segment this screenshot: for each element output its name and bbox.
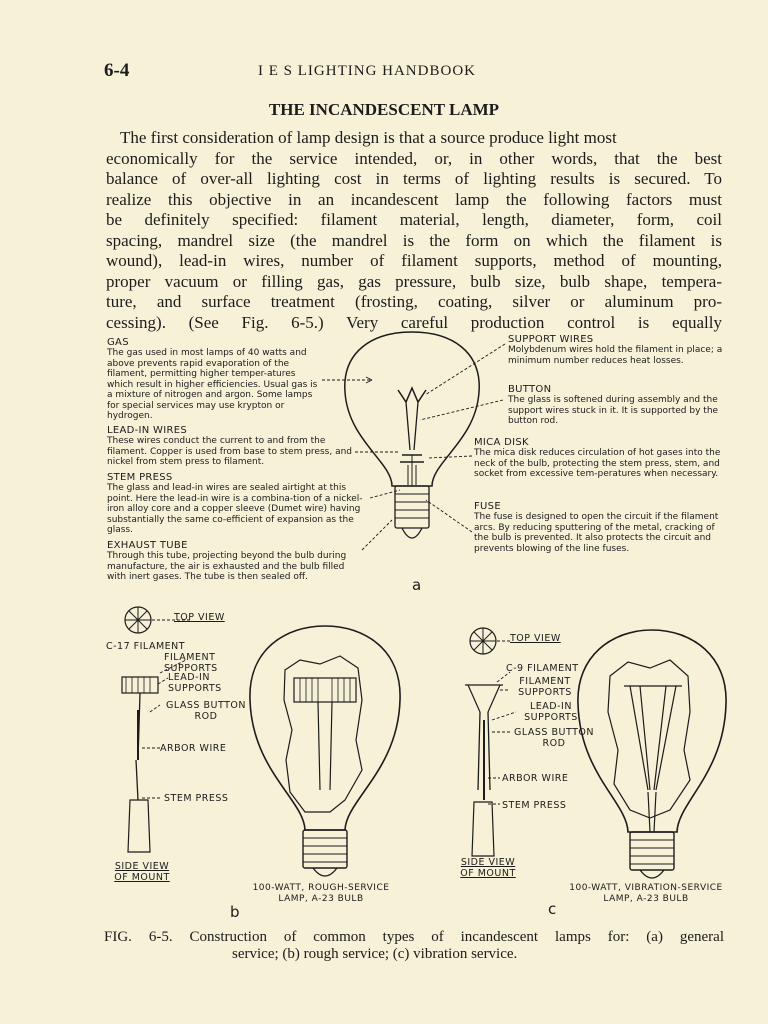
label-head: GAS xyxy=(107,337,129,348)
c-filament: C-9 FILAMENT xyxy=(506,663,579,674)
body-line: economically for the service intended, or, in other words, that the best xyxy=(106,148,722,168)
section-title: THE INCANDESCENT LAMP xyxy=(268,100,500,119)
lamp-c-drawing xyxy=(465,628,726,878)
b-top-view: TOP VIEW xyxy=(174,612,225,623)
b-filament: C-17 FILAMENT xyxy=(106,641,186,652)
label-head: LEAD-IN WIRES xyxy=(107,425,187,436)
c-lead-in-supports: LEAD-IN SUPPORTS xyxy=(524,701,578,723)
label-lead-in-wires xyxy=(107,425,357,468)
body-line: balance of over-all lighting cost in terms of lighting results is secured. To xyxy=(106,169,722,188)
label-gas xyxy=(107,337,322,422)
b-filament-supports: FILAMENT SUPPORTS xyxy=(164,652,218,674)
c-filament-supports: FILAMENT SUPPORTS xyxy=(518,676,572,698)
label-button xyxy=(508,384,723,427)
figure-caption-line-2: service; (b) rough service; (c) vibration service. xyxy=(232,946,518,962)
label-text: These wires conduct the current to and from the filament. Copper is used from base to stem press, and nickel from stem press to filament. xyxy=(107,436,352,467)
b-arbor-wire: ARBOR WIRE xyxy=(160,743,227,754)
c-caption: 100-WATT, VIBRATION-SERVICE LAMP, A-23 BULB xyxy=(569,883,723,904)
label-head: STEM PRESS xyxy=(107,472,173,483)
body-line: spacing, mandrel size (the mandrel is the form on which the filament is xyxy=(106,230,722,250)
body-line: ture, and surface treatment (frosting, coating, silver or aluminum pro- xyxy=(106,292,722,311)
label-support-wires xyxy=(508,334,723,366)
body-line: cessing). (See Fig. 6-5.) Very careful production control is equally xyxy=(106,312,722,332)
body-line: realize this objective in an incandescent lamp the following factors must xyxy=(106,189,722,209)
figure-caption-line-1: FIG. 6-5. Construction of common types of incandescent lamps for: (a) general xyxy=(104,929,724,945)
c-top-view: TOP VIEW xyxy=(510,633,561,644)
label-text: The mica disk reduces circulation of hot gases into the neck of the bulb, protecting the stem press, stem, and socket from excessive tem-peratures when necessary. xyxy=(474,448,721,479)
b-caption: 100-WATT, ROUGH-SERVICE LAMP, A-23 BULB xyxy=(252,883,390,904)
label-fuse xyxy=(474,501,724,554)
page-number: 6-4 xyxy=(104,60,130,81)
c-stem-press: STEM PRESS xyxy=(502,800,567,811)
body-line: wound), lead-in wires, number of filament supports, method of mounting, xyxy=(106,251,722,270)
b-glass-button-rod: GLASS BUTTON ROD xyxy=(166,700,246,722)
label-head: SUPPORT WIRES xyxy=(508,334,594,345)
label-head: FUSE xyxy=(474,501,501,512)
b-lead-in-supports: LEAD-IN SUPPORTS xyxy=(168,672,222,694)
label-exhaust-tube xyxy=(107,540,363,583)
c-side-view: SIDE VIEW OF MOUNT xyxy=(460,857,516,879)
body-line: The first consideration of lamp design is that a source produce light most xyxy=(120,128,617,147)
c-glass-button-rod: GLASS BUTTON ROD xyxy=(514,727,594,749)
label-text: The glass is softened during assembly and the support wires stuck in it. It is supported by the button rod. xyxy=(508,395,719,426)
label-head: MICA DISK xyxy=(474,437,529,448)
body-line: be definitely specified: filament material, length, diameter, form, coil xyxy=(106,210,722,229)
label-stem-press xyxy=(107,472,365,536)
label-head: BUTTON xyxy=(508,384,552,395)
label-text: The fuse is designed to open the circuit if the filament arcs. By reducing sputtering of the metal, cracking of the bulb is prevented. It also protects the circuit and prevents blowing of the line fuses. xyxy=(474,512,719,554)
body-line: proper vacuum or filling gas, gas pressure, bulb size, bulb shape, tempera- xyxy=(106,271,722,291)
figure-a-letter: a xyxy=(412,576,422,594)
label-mica-disk xyxy=(474,437,724,480)
label-text: The glass and lead-in wires are sealed airtight at this point. Here the lead-in wire is a combina-tion of a nickel-iron alloy core and a copper sleeve (Dumet wire) having substantially the same co-efficient of expansion as the glass. xyxy=(107,483,363,535)
figure-c-letter: c xyxy=(548,900,557,918)
b-side-view: SIDE VIEW OF MOUNT xyxy=(114,861,170,883)
running-title: I E S LIGHTING HANDBOOK xyxy=(258,63,476,79)
c-arbor-wire: ARBOR WIRE xyxy=(502,773,569,784)
b-stem-press: STEM PRESS xyxy=(164,793,229,804)
label-head: EXHAUST TUBE xyxy=(107,540,188,551)
label-text: Molybdenum wires hold the filament in place; a minimum number reduces heat losses. xyxy=(508,345,723,366)
figure-b-letter: b xyxy=(230,903,240,921)
label-text: The gas used in most lamps of 40 watts and above prevents rapid evaporation of the filament, permitting higher temper-atures which result in higher efficiencies. Usual gas is a mixture of nitrogen and argon. Some lamps for special services may use krypton or hydrogen. xyxy=(107,348,318,421)
label-text: Through this tube, projecting beyond the bulb during manufacture, the air is exhausted and the bulb filled with inert gases. The tube is then sealed off. xyxy=(107,551,347,582)
